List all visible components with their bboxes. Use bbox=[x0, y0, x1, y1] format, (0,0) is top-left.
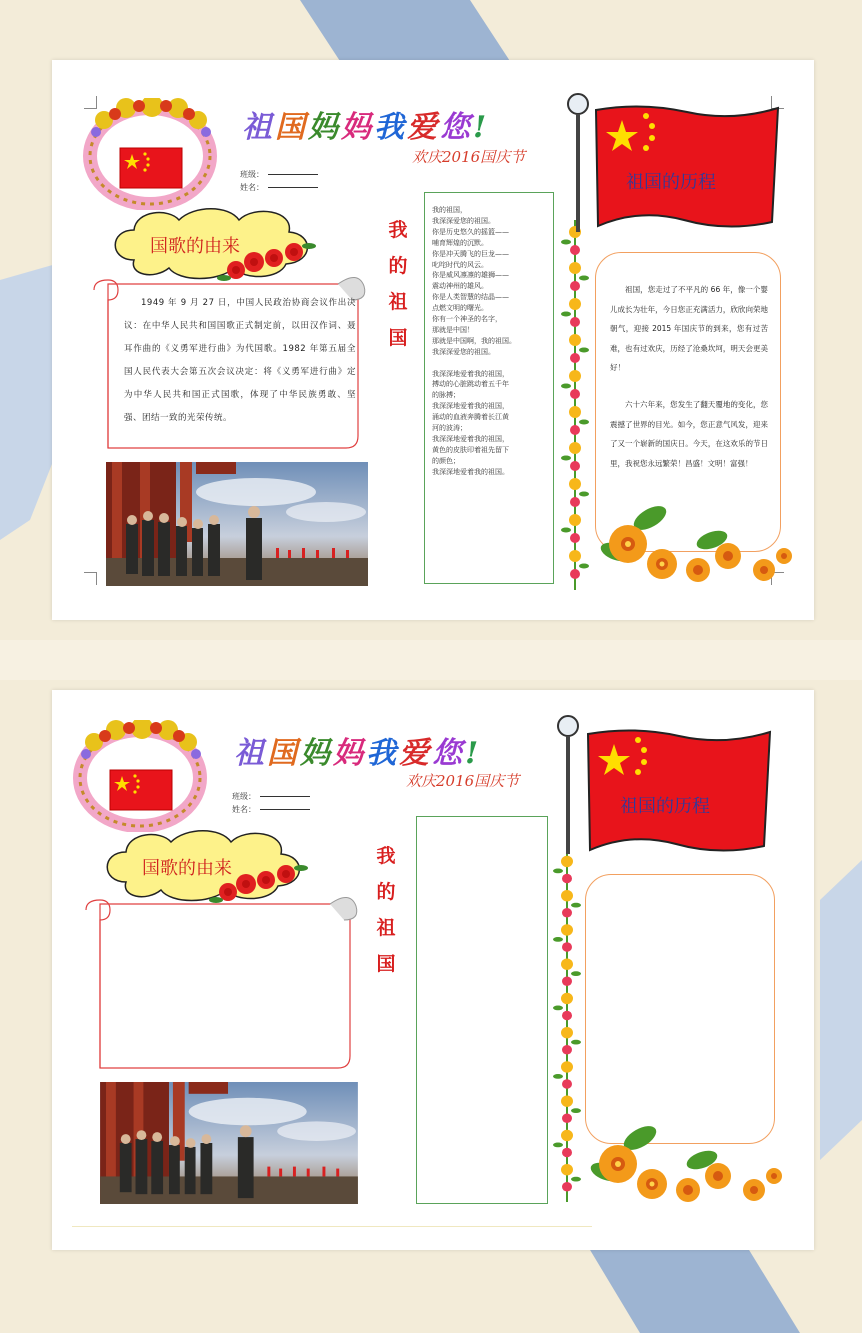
class-label: 班级： bbox=[232, 792, 256, 801]
poem-line: 我深深爱您的祖国。 bbox=[432, 347, 495, 356]
poem-vertical-title bbox=[374, 838, 398, 982]
class-label: 班级： bbox=[240, 170, 264, 179]
anthem-heading: 国歌的由来 bbox=[142, 858, 232, 879]
handout-sheet-filled bbox=[52, 60, 814, 620]
history-paragraph-2: 六十六年来，您发生了翻天覆地的变化，您震撼了世界的目光。如今，您正意气风发，迎来了又一个崭新的国庆日。今天，在这欢乐的节日里，我祝您永远繁荣！昌盛！文明！富强！ bbox=[610, 400, 768, 468]
poem-line: 我深深地爱着我的祖国。 bbox=[432, 467, 509, 476]
title-char: 祖 bbox=[234, 736, 267, 771]
title-char: 妈 bbox=[333, 736, 366, 771]
poem-line: 我的祖国， bbox=[432, 206, 467, 214]
poem-line: 点燃文明的曙光。 bbox=[432, 304, 488, 313]
history-paragraph-1: 祖国，您走过了不平凡的 66 年，像一个婴儿成长为壮年，今日您正充满活力，欣欣向荣地朝气，迎接 2015 年国庆节的到来，您有过苦难，也有过欢庆，历经了沧桑坎坷，明天会更美好！ bbox=[610, 285, 768, 372]
scroll-frame bbox=[80, 896, 362, 1076]
crop-mark bbox=[84, 572, 97, 585]
history-heading: 祖国的历程 bbox=[620, 796, 710, 817]
handout-sheet-blank bbox=[52, 690, 814, 1250]
vertical-title-char: 祖 bbox=[388, 291, 408, 313]
poem-text bbox=[432, 205, 550, 478]
title-char: 爱 bbox=[399, 736, 432, 771]
title-char: 妈 bbox=[308, 110, 341, 145]
flower-cluster-icon bbox=[582, 1120, 782, 1205]
title-char: 妈 bbox=[300, 736, 333, 771]
anthem-body: 1949 年 9 月 27 日，中国人民政治协商会议作出决议：在中华人民共和国国歌正式制定前，以田汉作词、聂耳作曲的《义勇军进行曲》为代国歌。1982 年第五届全国人民代表大会第五次会议决定：将《义勇军进行曲》定为中华人民共和国正式国歌，体现了中华民族勇敢、坚强、团结一致的光荣传统。 bbox=[124, 298, 356, 423]
vertical-title-char: 国 bbox=[388, 327, 408, 349]
poem-line: 的颜色； bbox=[432, 456, 460, 465]
title-char: ! bbox=[473, 110, 490, 145]
poem-line: 你是冲天腾飞的巨龙—— bbox=[432, 249, 509, 258]
poem-line: 你是威风凛凛的雄狮—— bbox=[432, 271, 509, 280]
poem-line: 的脉搏； bbox=[432, 391, 460, 400]
title-char: 我 bbox=[374, 110, 407, 145]
flagpole-icon bbox=[566, 92, 590, 232]
poem-line: 那就是中国！ bbox=[432, 325, 474, 334]
poem-line: 我深深地爱着我的祖国， bbox=[432, 369, 509, 378]
footer-line bbox=[72, 1226, 592, 1227]
poem-line: 哺育辉煌的沉默。 bbox=[432, 238, 488, 247]
name-input-line[interactable] bbox=[260, 809, 310, 810]
student-info-fields bbox=[232, 790, 310, 816]
poem-line: 震动神州的雄风。 bbox=[432, 282, 488, 291]
poem-line: 涌动的血液奔腾着长江黄 bbox=[432, 413, 509, 422]
flagpole-icon bbox=[556, 714, 580, 854]
poem-line: 我深深地爱着我的祖国， bbox=[432, 402, 509, 411]
vertical-title-char: 的 bbox=[376, 881, 396, 903]
poem-line: 黄色的皮肤印着祖先留下 bbox=[432, 445, 509, 454]
vertical-title-char: 我 bbox=[376, 845, 396, 867]
poem-line: 搏动的心脏跳动着五千年 bbox=[432, 380, 509, 389]
poem-line: 我深深地爱着我的祖国， bbox=[432, 435, 509, 444]
vertical-title-char: 的 bbox=[388, 255, 408, 277]
wreath-flag-icon bbox=[82, 98, 217, 210]
title-char: 祖 bbox=[242, 110, 275, 145]
title-char: ! bbox=[465, 736, 482, 771]
founding-ceremony-photo bbox=[98, 1082, 360, 1204]
flower-cluster-icon bbox=[592, 500, 792, 585]
title-char: 爱 bbox=[407, 110, 440, 145]
student-info-fields bbox=[240, 168, 318, 194]
anthem-heading: 国歌的由来 bbox=[150, 236, 240, 257]
title-char: 国 bbox=[275, 110, 308, 145]
name-label: 姓名： bbox=[240, 183, 264, 192]
page-subtitle: 欢庆2016国庆节 bbox=[406, 772, 520, 790]
national-flag-icon bbox=[584, 726, 774, 856]
national-flag-icon bbox=[592, 102, 782, 232]
poem-line bbox=[432, 358, 550, 369]
page-title bbox=[242, 102, 489, 146]
class-input-line[interactable] bbox=[260, 796, 310, 797]
poem-line: 你有一个神圣的名字， bbox=[432, 315, 502, 324]
title-char: 我 bbox=[366, 736, 399, 771]
founding-ceremony-photo bbox=[106, 462, 368, 586]
poem-line: 叱咤时代的风云。 bbox=[432, 260, 488, 269]
title-char: 您 bbox=[440, 110, 473, 145]
vertical-title-char: 国 bbox=[376, 953, 396, 975]
vertical-title-char: 我 bbox=[388, 219, 408, 241]
flower-vine-icon bbox=[560, 220, 590, 590]
history-box bbox=[585, 874, 775, 1144]
name-label: 姓名： bbox=[232, 805, 256, 814]
vertical-title-char: 祖 bbox=[376, 917, 396, 939]
class-input-line[interactable] bbox=[268, 174, 318, 175]
name-input-line[interactable] bbox=[268, 187, 318, 188]
history-heading: 祖国的历程 bbox=[626, 172, 716, 193]
poem-vertical-title bbox=[386, 212, 410, 356]
poem-line: 我深深爱您的祖国。 bbox=[432, 216, 495, 225]
wreath-flag-icon bbox=[72, 720, 207, 832]
page-subtitle: 欢庆2016国庆节 bbox=[412, 148, 526, 166]
title-char: 国 bbox=[267, 736, 300, 771]
poem-line: 河的波涛； bbox=[432, 424, 467, 433]
title-char: 妈 bbox=[341, 110, 374, 145]
page-title bbox=[234, 728, 481, 772]
poem-line: 你是人类智慧的结晶—— bbox=[432, 293, 509, 302]
poem-box bbox=[416, 816, 548, 1204]
flower-vine-icon bbox=[552, 850, 582, 1202]
title-char: 您 bbox=[432, 736, 465, 771]
poem-line: 你是历史悠久的摇篮—— bbox=[432, 227, 509, 236]
poem-line: 那就是中国啊，我的祖国。 bbox=[432, 336, 516, 345]
